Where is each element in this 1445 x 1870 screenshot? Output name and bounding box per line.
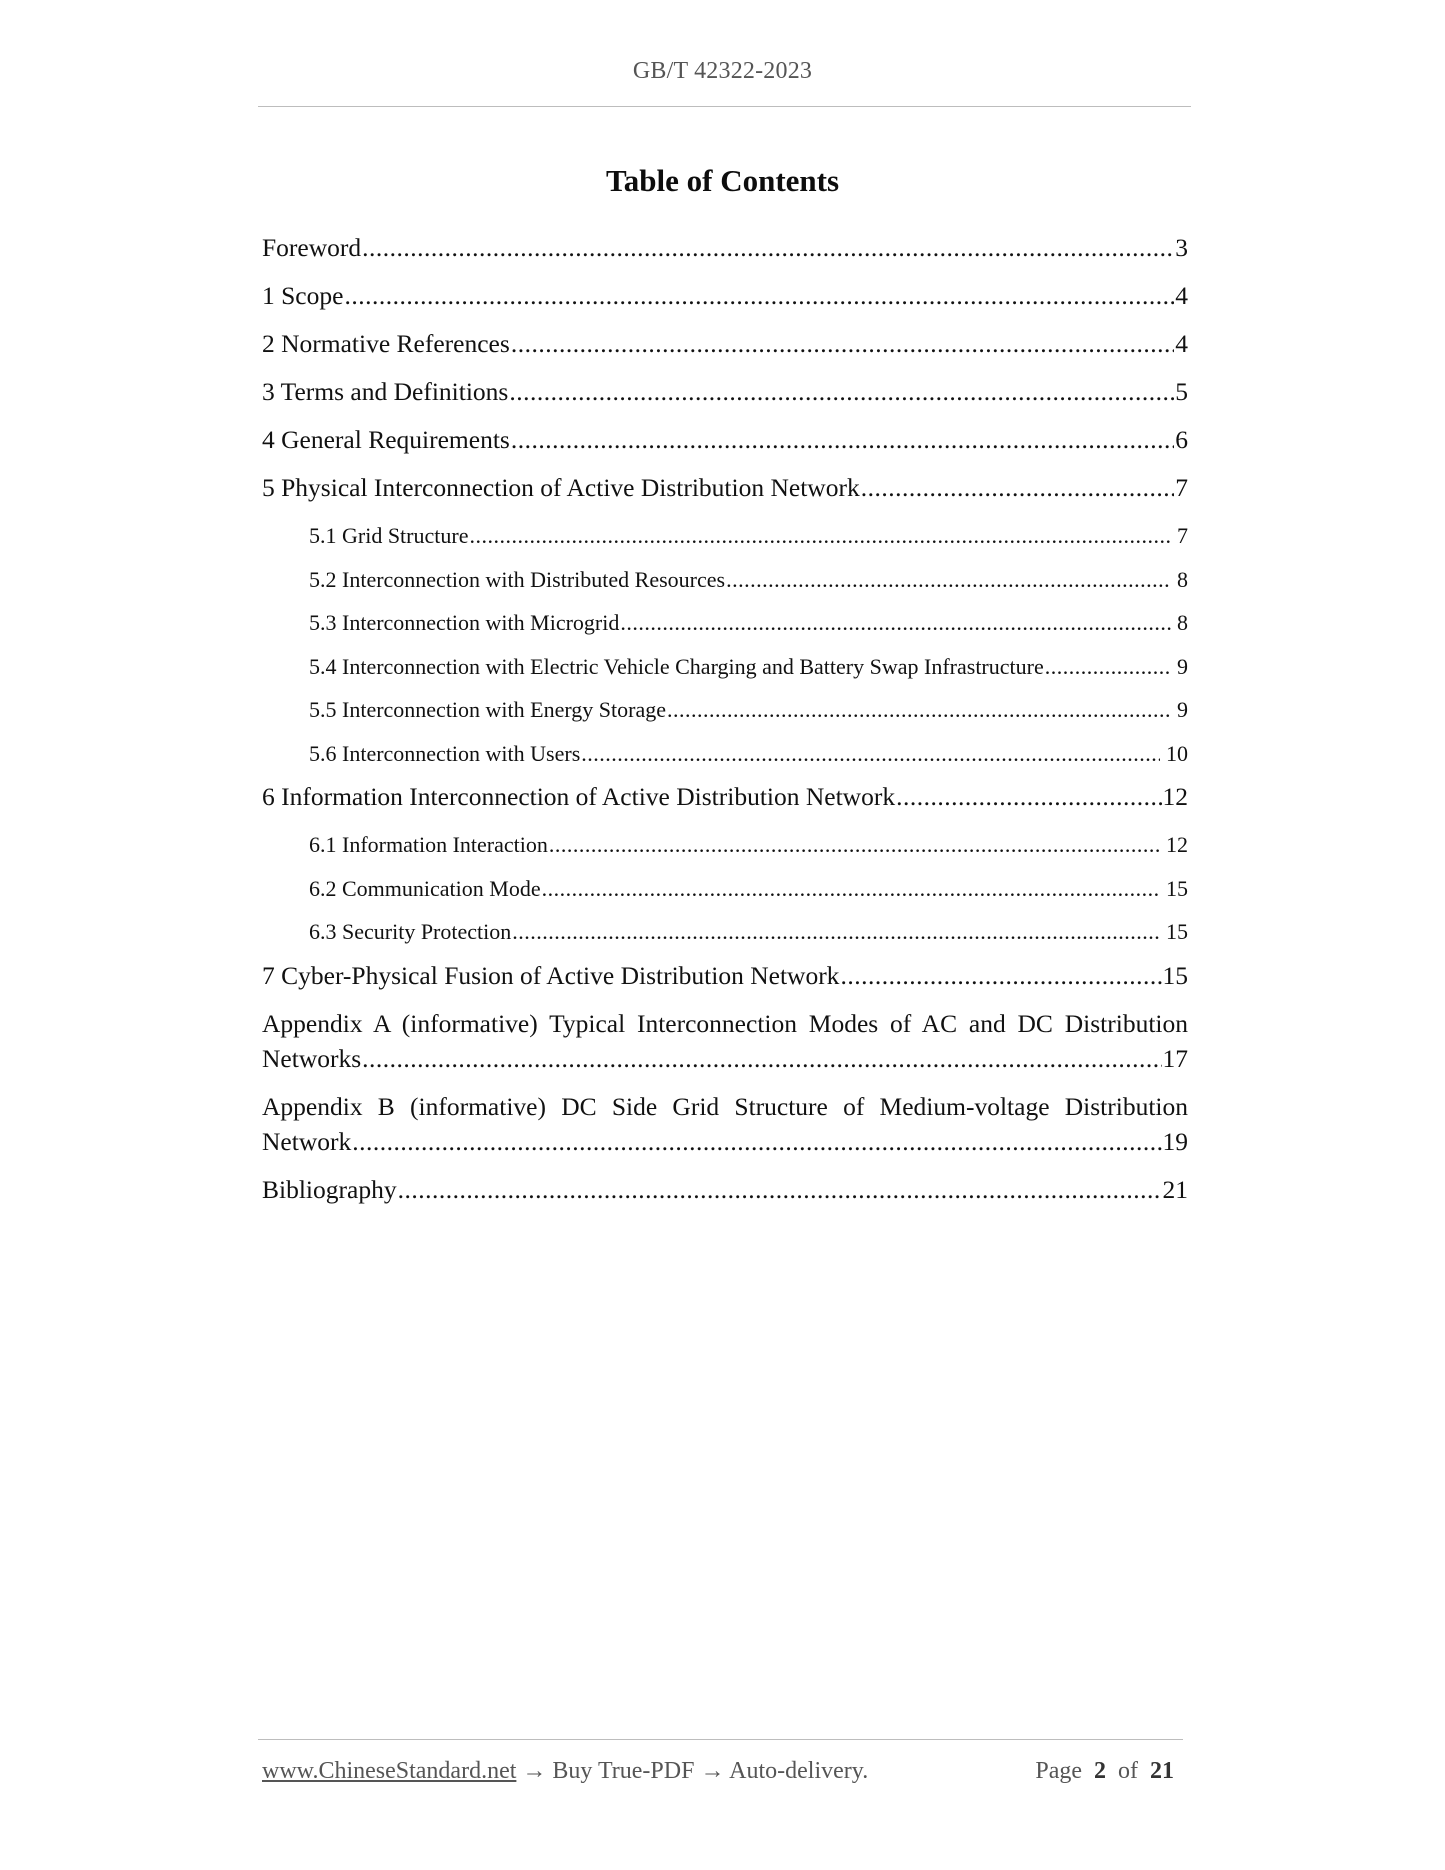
toc-entry-page: 6	[1175, 425, 1188, 454]
toc-entry-terms-definitions[interactable]	[262, 374, 1188, 422]
toc-entry-microgrid[interactable]	[262, 605, 1188, 649]
toc-entry-label: 4 General Requirements	[262, 425, 510, 454]
toc-entry-page: 9	[1177, 697, 1188, 722]
dot-leader	[509, 374, 1174, 410]
page-current: 2	[1094, 1758, 1106, 1784]
toc-entry-page: 17	[1162, 1043, 1188, 1073]
dot-leader	[581, 736, 1160, 772]
dot-leader	[896, 779, 1161, 815]
toc-entry-cyber-physical-fusion[interactable]	[262, 958, 1188, 1006]
toc-entry-scope[interactable]	[262, 278, 1188, 326]
toc-entry-label-line1: Appendix A (informative) Typical Interconnection Modes of AC and DC Distribution	[262, 1008, 1188, 1038]
toc-entry-bibliography[interactable]	[262, 1172, 1188, 1220]
toc-entry-label: 5.4 Interconnection with Electric Vehicle Charging and Battery Swap Infrastructure	[309, 653, 1044, 679]
toc-entry-page: 8	[1177, 566, 1188, 592]
toc-entry-distributed-resources[interactable]	[262, 562, 1188, 606]
toc-entry-label: 7 Cyber-Physical Fusion of Active Distribution Network	[262, 960, 840, 990]
toc-entry-information-interconnection[interactable]	[262, 779, 1188, 827]
dot-leader	[549, 827, 1160, 863]
toc-entry-grid-structure[interactable]	[262, 518, 1188, 562]
toc-entry-label: 5.6 Interconnection with Users	[309, 740, 581, 766]
dot-leader	[511, 326, 1174, 362]
header-divider	[258, 106, 1191, 107]
toc-entry-users[interactable]	[262, 736, 1188, 780]
table-of-contents	[262, 230, 1188, 1220]
page-indicator	[1035, 1758, 1180, 1785]
dot-leader	[1045, 649, 1171, 685]
document-header: GB/T 42322-2023	[632, 58, 813, 84]
toc-entry-label: 5.2 Interconnection with Distributed Resources	[309, 566, 726, 592]
dot-leader	[726, 562, 1171, 598]
toc-entry-label: 6 Information Interconnection of Active Distribution Network	[262, 782, 896, 811]
toc-entry-page: 3	[1175, 233, 1188, 262]
toc-entry-label: 5.1 Grid Structure	[309, 523, 469, 548]
toc-entry-page: 15	[1166, 875, 1188, 901]
toc-entry-label: Bibliography	[262, 1174, 397, 1204]
dot-leader	[362, 1041, 1161, 1076]
toc-entry-page: 12	[1166, 832, 1188, 857]
dot-leader	[620, 605, 1171, 641]
dot-leader	[667, 692, 1171, 728]
toc-entry-label-line2: Networks	[262, 1043, 362, 1073]
toc-entry-general-requirements[interactable]	[262, 422, 1188, 470]
toc-entry-page: 4	[1175, 281, 1188, 310]
dot-leader	[512, 914, 1160, 950]
of-word: of	[1118, 1758, 1138, 1784]
page-word: Page	[1035, 1758, 1082, 1784]
arrow-right-icon: →	[700, 1758, 725, 1784]
toc-entry-page: 21	[1162, 1174, 1188, 1204]
toc-entry-communication-mode[interactable]	[262, 871, 1188, 915]
toc-entry-label: 5.3 Interconnection with Microgrid	[309, 610, 620, 635]
page-footer	[262, 1758, 1180, 1785]
toc-entry-label: 6.1 Information Interaction	[309, 832, 548, 857]
toc-entry-label-line2: Network	[262, 1126, 352, 1156]
arrow-right-icon: →	[522, 1758, 547, 1784]
dot-leader	[362, 230, 1174, 266]
toc-title: Table of Contents	[605, 163, 840, 198]
toc-entry-page: 8	[1177, 610, 1188, 635]
site-link[interactable]: www.ChineseStandard.net	[262, 1758, 517, 1784]
dot-leader	[352, 1124, 1161, 1159]
toc-entry-label: 2 Normative References	[262, 329, 510, 358]
toc-entry-page: 15	[1162, 960, 1188, 990]
toc-entry-appendix-b[interactable]	[262, 1089, 1188, 1172]
toc-entry-page: 7	[1177, 523, 1188, 548]
toc-entry-page: 9	[1177, 653, 1188, 679]
dot-leader	[398, 1172, 1162, 1208]
toc-entry-label: 5 Physical Interconnection of Active Distribution Network	[262, 473, 860, 502]
delivery-text: Auto-delivery.	[729, 1758, 869, 1784]
toc-entry-foreword[interactable]	[262, 230, 1188, 278]
toc-entry-page: 10	[1166, 740, 1188, 766]
dot-leader	[469, 518, 1171, 554]
toc-entry-normative-references[interactable]	[262, 326, 1188, 374]
toc-entry-page: 7	[1175, 473, 1188, 502]
dot-leader	[840, 958, 1161, 994]
footer-divider	[258, 1739, 1183, 1740]
toc-entry-page: 15	[1166, 919, 1188, 944]
toc-entry-appendix-a[interactable]	[262, 1006, 1188, 1089]
toc-entry-energy-storage[interactable]	[262, 692, 1188, 736]
toc-entry-label: 1 Scope	[262, 281, 344, 310]
toc-entry-security-protection[interactable]	[262, 914, 1188, 958]
page-total: 21	[1150, 1758, 1174, 1784]
toc-entry-physical-interconnection[interactable]	[262, 470, 1188, 518]
toc-entry-information-interaction[interactable]	[262, 827, 1188, 871]
toc-entry-label: 3 Terms and Definitions	[262, 377, 509, 406]
footer-promo	[262, 1758, 868, 1785]
toc-entry-label: 6.2 Communication Mode	[309, 875, 541, 901]
dot-leader	[344, 278, 1174, 314]
toc-entry-page: 4	[1175, 329, 1188, 358]
dot-leader	[511, 422, 1174, 458]
buy-text: Buy True-PDF	[552, 1758, 695, 1784]
toc-entry-page: 5	[1175, 377, 1188, 406]
toc-entry-label: Foreword	[262, 233, 362, 262]
toc-entry-label-line1: Appendix B (informative) DC Side Grid Structure of Medium-voltage Distribution	[262, 1091, 1188, 1121]
toc-entry-ev-charging[interactable]	[262, 649, 1188, 693]
toc-entry-page: 12	[1162, 782, 1188, 811]
toc-entry-label: 6.3 Security Protection	[309, 919, 512, 944]
dot-leader	[861, 470, 1175, 506]
toc-entry-page: 19	[1162, 1126, 1188, 1156]
dot-leader	[542, 871, 1160, 907]
toc-entry-label: 5.5 Interconnection with Energy Storage	[309, 697, 666, 722]
